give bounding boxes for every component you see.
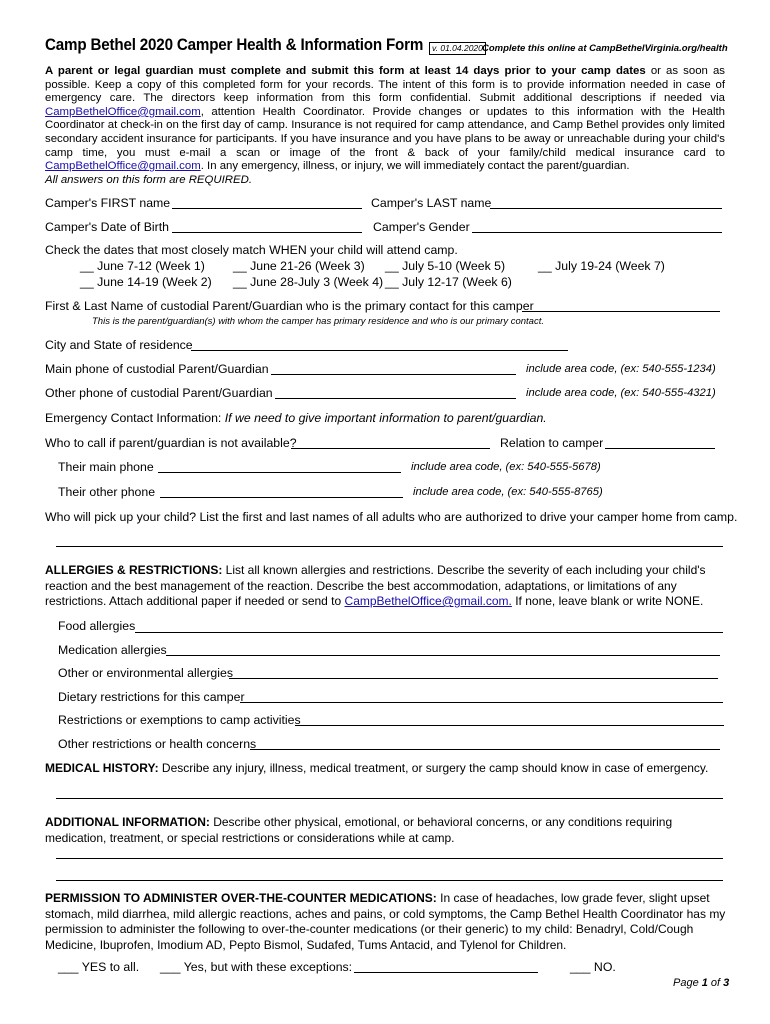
allergies-heading: ALLERGIES & RESTRICTIONS: <box>45 563 223 577</box>
intro-paragraph <box>45 65 725 187</box>
allergies-paragraph <box>45 563 735 610</box>
emergency-who-field[interactable] <box>291 448 490 449</box>
activity-restrictions-field[interactable] <box>295 725 724 726</box>
page-prefix: Page <box>673 977 702 989</box>
date-option-week-4[interactable]: __ June 28-July 3 (Week 4) <box>233 275 384 289</box>
camper-dob-label: Camper's Date of Birth <box>45 220 169 234</box>
parent-main-phone-field[interactable] <box>271 374 516 375</box>
emergency-heading-text: Emergency Contact Information: <box>45 411 225 425</box>
page-number <box>673 977 729 989</box>
permission-paragraph <box>45 891 735 953</box>
email-link-2[interactable]: CampBethelOffice@gmail.com <box>45 160 201 173</box>
allergies-text-2: If none, leave blank or write NONE. <box>511 594 704 608</box>
medication-allergies-label: Medication allergies <box>58 643 167 657</box>
camper-gender-field[interactable] <box>472 232 722 233</box>
date-option-week-6[interactable]: __ July 12-17 (Week 6) <box>385 275 512 289</box>
emergency-relation-label: Relation to camper <box>500 436 604 450</box>
permission-text: In case of headaches, low grade fever, slight upset stomach, mild diarrhea, mild allergic reactions, aches and pains, or cold symptoms, the Camp Bethel Health Coordinator has my permission to administer the following to over-the-counter medications (or their generic) to my child: Benadryl, Cold/Cough Medicine, Ibuprofen, Imodium AD, Pepto Bismol, Sudafed, Tums Antacid, and Tylenol for Children. <box>45 891 726 952</box>
permission-no[interactable]: ___ NO. <box>570 960 616 974</box>
other-restrictions-field[interactable] <box>250 749 720 750</box>
date-option-week-5[interactable]: __ July 5-10 (Week 5) <box>385 259 506 273</box>
food-allergies-label: Food allergies <box>58 619 136 633</box>
additional-info-paragraph <box>45 815 735 846</box>
primary-parent-note: This is the parent/guardian(s) with whom the camper has primary residence and who is our primary contact. <box>92 316 544 327</box>
intro-bold-lead: A parent or legal guardian must complete and submit this form at least 14 days prior to your camp dates <box>45 65 646 77</box>
permission-yes-all[interactable]: ___ YES to all. <box>58 960 140 974</box>
medical-history-paragraph <box>45 761 735 777</box>
parent-other-phone-hint: include area code, (ex: 540-555-4321) <box>526 387 716 399</box>
primary-parent-field[interactable] <box>522 311 720 312</box>
allergies-text-1: List all known allergies and restrictions. Describe the severity of each including your child's reaction and the best management of the reaction. Describe the best accommodation, adaptations, or limitations of any restrictions. Attach additional paper if needed or send to <box>45 563 706 608</box>
emergency-main-phone-label: Their main phone <box>58 460 154 474</box>
permission-yes-but[interactable]: ___ Yes, but with these exceptions: <box>160 960 353 974</box>
city-state-label: City and State of residence <box>45 338 193 352</box>
page-total: 3 <box>723 977 730 989</box>
emergency-who-label: Who to call if parent/guardian is not available? <box>45 436 297 450</box>
pickup-field[interactable] <box>56 546 723 547</box>
medication-allergies-field[interactable] <box>166 655 720 656</box>
dietary-restrictions-field[interactable] <box>240 702 723 703</box>
version-badge: v. 01.04.2020 <box>429 42 486 55</box>
camper-gender-label: Camper's Gender <box>373 220 470 234</box>
parent-main-phone-label: Main phone of custodial Parent/Guardian <box>45 362 269 376</box>
parent-main-phone-hint: include area code, (ex: 540-555-1234) <box>526 363 716 375</box>
emergency-other-phone-field[interactable] <box>160 497 403 498</box>
parent-other-phone-label: Other phone of custodial Parent/Guardian <box>45 386 273 400</box>
date-option-week-7[interactable]: __ July 19-24 (Week 7) <box>538 259 665 273</box>
medical-history-heading: MEDICAL HISTORY: <box>45 761 159 775</box>
environmental-allergies-field[interactable] <box>229 678 718 679</box>
medical-history-field[interactable] <box>56 798 723 799</box>
other-restrictions-label: Other restrictions or health concerns <box>58 737 257 751</box>
pickup-label: Who will pick up your child? List the first and last names of all adults who are authorized to drive your camper home from camp. <box>45 510 738 524</box>
permission-heading: PERMISSION TO ADMINISTER OVER-THE-COUNTER MEDICATIONS: <box>45 891 437 905</box>
city-state-field[interactable] <box>191 350 568 351</box>
activity-restrictions-label: Restrictions or exemptions to camp activities <box>58 713 301 727</box>
emergency-heading-italic: If we need to give important information to parent/guardian. <box>224 411 547 425</box>
primary-parent-label: First & Last Name of custodial Parent/Guardian who is the primary contact for this camper <box>45 299 534 313</box>
camper-first-name-label: Camper's FIRST name <box>45 196 171 210</box>
camper-last-name-field[interactable] <box>490 208 722 209</box>
dates-prompt: Check the dates that most closely match WHEN your child will attend camp. <box>45 243 458 257</box>
online-note: Complete this online at CampBethelVirginia.org/health <box>482 43 728 54</box>
additional-info-field-2[interactable] <box>56 880 723 881</box>
intro-text-1: or as soon as possible. Keep a copy of this completed form for your records. The intent of this form is to provide information needed in case of emergency care. The directors keep information from this form confidential. Submit additional descriptions if needed via <box>45 65 725 105</box>
emergency-other-phone-label: Their other phone <box>58 485 156 499</box>
medical-history-text: Describe any injury, illness, medical treatment, or surgery the camp should know in case of emergency. <box>158 761 709 775</box>
intro-text-3: . In any emergency, illness, or injury, we will immediately contact the parent/guardian. <box>200 160 630 173</box>
additional-info-heading: ADDITIONAL INFORMATION: <box>45 815 210 829</box>
date-option-week-3[interactable]: __ June 21-26 (Week 3) <box>233 259 365 273</box>
camper-dob-field[interactable] <box>172 232 362 233</box>
emergency-main-phone-field[interactable] <box>158 472 401 473</box>
food-allergies-field[interactable] <box>135 632 723 633</box>
date-option-week-2[interactable]: __ June 14-19 (Week 2) <box>80 275 212 289</box>
permission-exceptions-field[interactable] <box>354 972 538 973</box>
page-current: 1 <box>701 977 708 989</box>
emergency-other-phone-hint: include area code, (ex: 540-555-8765) <box>413 486 603 498</box>
page-of: of <box>707 977 724 989</box>
emergency-main-phone-hint: include area code, (ex: 540-555-5678) <box>411 461 601 473</box>
emergency-relation-field[interactable] <box>605 448 715 449</box>
email-link-1[interactable]: CampBethelOffice@gmail.com <box>45 105 201 118</box>
required-note: All answers on this form are REQUIRED. <box>45 173 252 186</box>
intro-text-2: , attention Health Coordinator. Provide changes or updates to this information with the Health Coordinator at check-in on the first day of camp. Insurance is not required for camp attendance, and Camp Bethel provides only limited secondary accident insurance for participants. If you have insurance and you have plans to be away or unreachable during your child's camp time, you must e-mail a scan or image of the front & back of your family/child medical insurance card to <box>45 105 725 159</box>
additional-info-field-1[interactable] <box>56 858 723 859</box>
emergency-heading <box>45 411 547 425</box>
camper-first-name-field[interactable] <box>172 208 362 209</box>
camper-last-name-label: Camper's LAST name <box>371 196 492 210</box>
dietary-restrictions-label: Dietary restrictions for this camper <box>58 690 245 704</box>
allergies-email-link[interactable]: CampBethelOffice@gmail.com. <box>344 594 512 608</box>
environmental-allergies-label: Other or environmental allergies <box>58 666 233 680</box>
date-option-week-1[interactable]: __ June 7-12 (Week 1) <box>80 259 205 273</box>
additional-info-text: Describe other physical, emotional, or behavioral concerns, or any conditions requiring medication, treatment, or special restrictions or considerations while at camp. <box>45 815 673 845</box>
parent-other-phone-field[interactable] <box>275 398 516 399</box>
form-title: Camp Bethel 2020 Camper Health & Information Form <box>45 36 424 54</box>
